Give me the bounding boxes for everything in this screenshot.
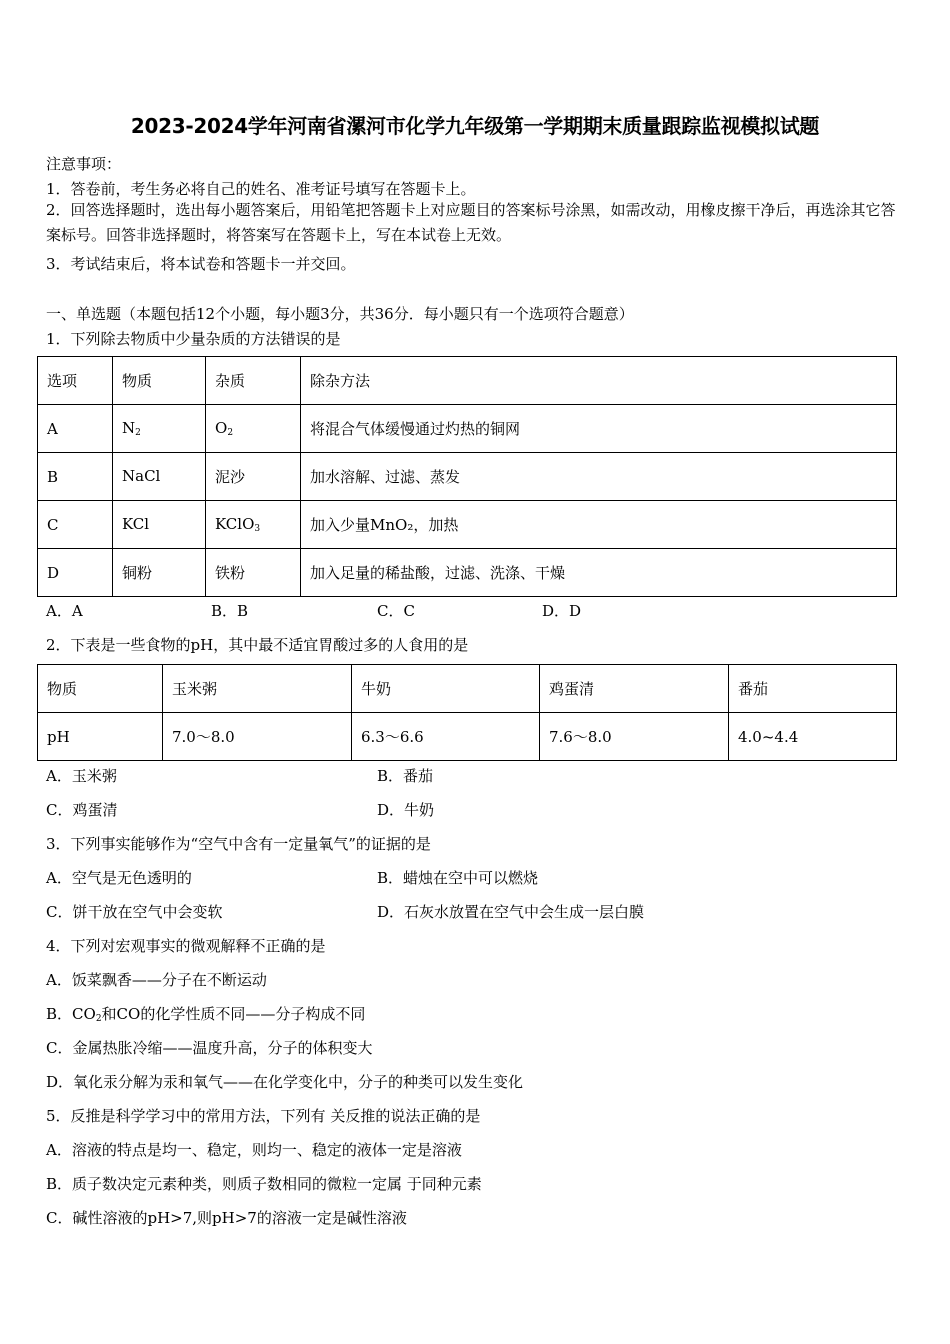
table-header-cell: 选项 xyxy=(38,357,113,405)
table-header-row xyxy=(38,665,897,713)
q5-stem: 5．反推是科学学习中的常用方法，下列有 关反推的说法正确的是 xyxy=(46,1107,481,1125)
method-cell: 加入足量的稀盐酸，过滤、洗涤、干燥 xyxy=(301,549,897,597)
impurity-cell xyxy=(206,453,301,501)
impurity-cell xyxy=(206,501,301,549)
q3-option-a[interactable]: A．空气是无色透明的 xyxy=(46,869,192,887)
option-cell: C xyxy=(38,501,113,549)
q4-option-a[interactable]: A．饭菜飘香——分子在不断运动 xyxy=(46,971,267,989)
impurity-cell xyxy=(206,549,301,597)
substance-cell xyxy=(113,405,206,453)
table-row xyxy=(38,713,897,761)
impurity-text: O xyxy=(215,419,228,437)
method-cell: 加水溶解、过滤、蒸发 xyxy=(301,453,897,501)
q2-option-a[interactable]: A．玉米粥 xyxy=(46,767,117,785)
method-cell: 加入少量MnO₂，加热 xyxy=(301,501,897,549)
table-header-row xyxy=(38,357,897,405)
ph-cell: 6.3～6.6 xyxy=(352,713,540,761)
table-header-cell: 物质 xyxy=(113,357,206,405)
table-row xyxy=(38,501,897,549)
q4-option-d[interactable]: D．氧化汞分解为汞和氧气——在化学变化中，分子的种类可以发生变化 xyxy=(46,1073,524,1091)
subscript: 3 xyxy=(254,524,261,534)
subscript: 2 xyxy=(227,428,234,438)
notice-item-2: 2．回答选择题时，选出每小题答案后，用铅笔把答题卡上对应题目的答案标号涂黑，如需改动，用橡皮擦干净后，再选涂其它答案标号。回答非选择题时，将答案写在答题卡上，写在本试卷上无效。 xyxy=(46,201,896,244)
substance-cell xyxy=(113,549,206,597)
notice-item-1: 1．答卷前，考生务必将自己的姓名、准考证号填写在答题卡上。 xyxy=(46,180,476,198)
q4-option-b-pre: B．CO xyxy=(46,1005,96,1023)
notice-heading: 注意事项： xyxy=(46,155,122,173)
q4-option-b[interactable] xyxy=(46,1003,365,1024)
q5-option-b[interactable]: B．质子数决定元素种类，则质子数相同的微粒一定属 于同种元素 xyxy=(46,1175,482,1193)
q3-option-d[interactable]: D．石灰水放置在空气中会生成一层白膜 xyxy=(377,903,645,921)
substance-cell xyxy=(113,453,206,501)
q2-table xyxy=(37,664,897,761)
substance-text: N xyxy=(122,419,136,437)
q3-stem: 3．下列事实能够作为“空气中含有一定量氧气”的证据的是 xyxy=(46,835,431,853)
table-row xyxy=(38,405,897,453)
q1-option-a[interactable]: A．A xyxy=(46,602,83,620)
q4-stem: 4．下列对宏观事实的微观解释不正确的是 xyxy=(46,937,326,955)
q4-option-c[interactable]: C．金属热胀冷缩——温度升高，分子的体积变大 xyxy=(46,1039,373,1057)
table-header-cell: 番茄 xyxy=(729,665,897,713)
impurity-text: KClO xyxy=(215,515,255,533)
page-title: 2023-2024学年河南省漯河市化学九年级第一学期期末质量跟踪监视模拟试题 xyxy=(130,114,820,138)
option-cell: D xyxy=(38,549,113,597)
table-header-cell: 杂质 xyxy=(206,357,301,405)
table-header-cell: 除杂方法 xyxy=(301,357,897,405)
impurity-cell xyxy=(206,405,301,453)
subscript: 2 xyxy=(95,1014,102,1024)
impurity-text: 铁粉 xyxy=(215,564,246,582)
q5-option-c[interactable]: C．碱性溶液的pH>7,则pH>7的溶液一定是碱性溶液 xyxy=(46,1209,407,1227)
substance-text: 铜粉 xyxy=(122,564,153,582)
table-header-cell: 牛奶 xyxy=(352,665,540,713)
ph-cell: pH xyxy=(38,713,163,761)
table-row xyxy=(38,549,897,597)
ph-cell: 7.6～8.0 xyxy=(540,713,729,761)
option-cell: B xyxy=(38,453,113,501)
q2-stem: 2．下表是一些食物的pH，其中最不适宜胃酸过多的人食用的是 xyxy=(46,636,469,654)
q1-stem: 1．下列除去物质中少量杂质的方法错误的是 xyxy=(46,330,341,348)
ph-cell: 4.0~4.4 xyxy=(729,713,897,761)
method-cell: 将混合气体缓慢通过灼热的铜网 xyxy=(301,405,897,453)
impurity-text: 泥沙 xyxy=(215,468,246,486)
q2-option-c[interactable]: C．鸡蛋清 xyxy=(46,801,118,819)
option-cell: A xyxy=(38,405,113,453)
q1-table xyxy=(37,356,897,597)
q3-option-c[interactable]: C．饼干放在空气中会变软 xyxy=(46,903,223,921)
q2-option-b[interactable]: B．番茄 xyxy=(377,767,434,785)
q2-option-d[interactable]: D．牛奶 xyxy=(377,801,435,819)
q1-option-d[interactable]: D．D xyxy=(542,602,582,620)
q3-option-b[interactable]: B．蜡烛在空中可以燃烧 xyxy=(377,869,539,887)
substance-cell xyxy=(113,501,206,549)
ph-cell: 7.0～8.0 xyxy=(163,713,352,761)
q4-option-b-post: 和CO的化学性质不同——分子构成不同 xyxy=(101,1005,366,1023)
substance-text: NaCl xyxy=(122,467,161,485)
section-heading: 一、单选题（本题包括12个小题，每小题3分，共36分．每小题只有一个选项符合题意） xyxy=(46,305,634,323)
substance-text: KCl xyxy=(122,515,150,533)
q1-option-c[interactable]: C．C xyxy=(377,602,415,620)
table-header-cell: 玉米粥 xyxy=(163,665,352,713)
table-header-cell: 物质 xyxy=(38,665,163,713)
q1-option-b[interactable]: B．B xyxy=(211,602,249,620)
notice-item-3: 3．考试结束后，将本试卷和答题卡一并交回。 xyxy=(46,255,356,273)
table-row xyxy=(38,453,897,501)
table-header-cell: 鸡蛋清 xyxy=(540,665,729,713)
q5-option-a[interactable]: A．溶液的特点是均一、稳定，则均一、稳定的液体一定是溶液 xyxy=(46,1141,462,1159)
subscript: 2 xyxy=(135,428,141,438)
